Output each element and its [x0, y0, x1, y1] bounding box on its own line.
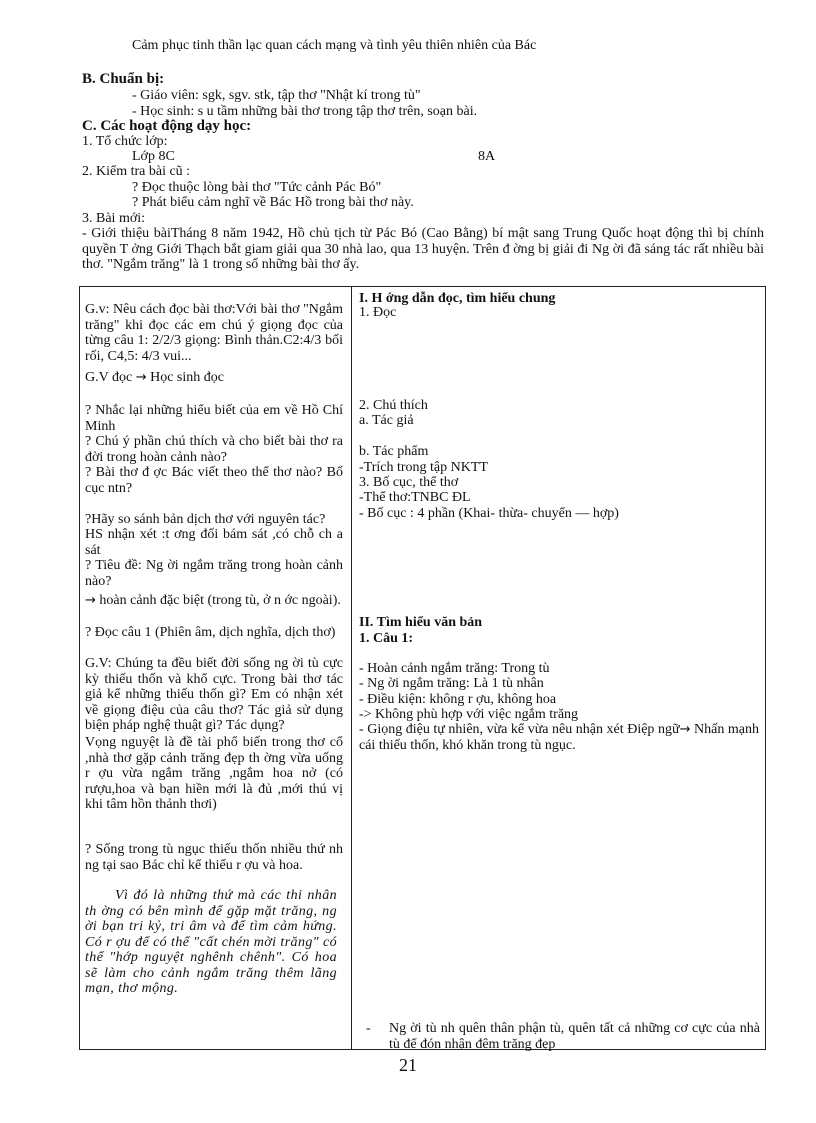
class-8c: Lớp 8C [132, 149, 175, 164]
right-notes: 2. Chú thích [359, 398, 428, 413]
new-lesson-heading: 3. Bài mới: [82, 211, 146, 226]
left-q-author: ? Nhắc lại những hiểu biết của em về Hồ Chí Minh [85, 403, 343, 434]
right-excerpt: -Trích trong tập NKTT [359, 460, 488, 475]
right-tone [359, 722, 759, 753]
teacher-reads-label: G.V đọc [85, 370, 133, 385]
right-heading-1: I. H ớng dẫn đọc, tìm hiểu chung [359, 291, 556, 306]
arrow-icon: → [679, 722, 691, 737]
left-answer: Vì đó là những thứ mà các thi nhân th ờng có bên mình để gặp mặt trăng, ng ời bạn tri kỷ, tri âm và để tìm cảm hứng. Có r ợu để có thể "cất chén mời trăng" có thể "hớp nguyệt nghênh chênh". Có hoa sẽ làm cho cảnh ngắm trăng thêm lãng mạn, thơ mộng. [85, 888, 337, 996]
lesson-intro: - Giới thiệu bàiTháng 8 năm 1942, Hồ chủ tịch từ Pác Bó (Cao Bằng) bí mật sang Trung Quốc hoạt động thì bị chính quyền T ởng Giới Thạch bắt giam giải qua 30 nhà lao, qua 13 huyện. Trên đ ờng bị giải đi Ng ời đã sáng tác rất nhiều bài thơ. "Ngắm trăng" là 1 trong số những bài thơ ấy. [82, 226, 764, 272]
left-q-compare: ?Hãy so sánh bản dịch thơ với nguyên tác? [85, 512, 326, 527]
left-student-remark: HS nhận xét :t ơng đối bám sát ,có chỗ ch a sát [85, 527, 343, 558]
right-read: 1. Đọc [359, 305, 397, 320]
section-b-teacher: - Giáo viên: sgk, sgv. stk, tập thơ "Nhật kí trong tù" [132, 88, 421, 103]
right-last-bullet: Ng ời tù nh quên thân phận tù, quên tất cả những cơ cực của nhà tù để đón nhận đêm trăng đẹp [389, 1021, 760, 1052]
right-context: - Hoàn cảnh ngắm trăng: Trong tù [359, 661, 550, 676]
org-heading: 1. Tổ chức lớp: [82, 134, 168, 149]
check-heading: 2. Kiểm tra bài cũ : [82, 164, 191, 179]
left-q-form: ? Bài thơ đ ợc Bác viết theo thể thơ nào? Bố cục ntn? [85, 465, 343, 496]
arrow-icon: → [85, 593, 96, 608]
check-question-2: ? Phát biểu cảm nghĩ về Bác Hồ trong bài thơ này. [132, 195, 414, 210]
emphasis-text: Nhấn mạnh cái thiếu thốn, khó khăn trong tù ngục. [359, 722, 759, 753]
arrow-icon: → [135, 370, 147, 385]
left-moon-theme: Vọng nguyệt là đề tài phổ biến trong thơ cổ ,nhà thơ gặp cảnh trăng đẹp th ờng vừa uống r ợu vừa ngắm trăng ,ngắm hoa nở (có rượu,hoa và bạn hiền mới là đủ ,mới thú vị khi tâm hồn thảnh thơi) [85, 735, 343, 812]
right-parts: - Bố cục : 4 phần (Khai- thừa- chuyển — hợp) [359, 506, 619, 521]
right-author: a. Tác giả [359, 413, 414, 428]
tone-text: - Giọng điệu tự nhiên, vừa kể vừa nêu nhận xét Điệp ngữ [359, 722, 680, 737]
left-reading-guide: G.v: Nêu cách đọc bài thơ:Với bài thơ "Ngắm trăng" khi đọc các em chú ý giọng đọc của từng câu 1: 2/2/3 giọng: Bình thản.C2:4/3 bối rối, C4,5: 4/3 vui... [85, 302, 343, 364]
class-8a: 8A [478, 149, 496, 164]
left-teacher-question: G.V: Chúng ta đều biết đời sống ng ời tù cực kỳ thiếu thốn và khổ cực. Trong bài thơ tác giả kể những thiếu thốn gì? Em có nhận xét về giọng điệu của câu thơ? Tác giả sử dụng biện pháp nghệ thuật gì? Tác dụng? [85, 656, 343, 733]
right-last-bullet-dash: - [366, 1021, 371, 1036]
section-b-title: B. Chuẩn bị: [82, 71, 165, 87]
left-q-title: ? Tiêu đề: Ng ời ngắm trăng trong hoàn cảnh nào? [85, 558, 343, 589]
right-person: - Ng ời ngắm trăng: Là 1 tù nhân [359, 676, 544, 691]
right-structure: 3. Bố cục, thể thơ [359, 475, 459, 490]
right-form: -Thể thơ:TNBC ĐL [359, 490, 471, 505]
right-heading-2: II. Tìm hiểu văn bản [359, 615, 483, 630]
right-conditions: - Điều kiện: không r ợu, không hoa [359, 692, 557, 707]
right-work: b. Tác phẩm [359, 444, 429, 459]
right-heading-3: 1. Câu 1: [359, 631, 414, 646]
left-special-context [85, 593, 343, 609]
left-teacher-reads [85, 370, 343, 386]
left-q-context: ? Chú ý phần chú thích và cho biết bài thơ ra đời trong hoàn cảnh nào? [85, 434, 343, 465]
left-read-line-1: ? Đọc câu 1 (Phiên âm, dịch nghĩa, dịch thơ) [85, 625, 336, 640]
section-b-student: - Học sinh: s u tầm những bài thơ trong tập thơ trên, soạn bài. [132, 104, 478, 119]
special-context-text: hoàn cảnh đặc biệt (trong tù, ở n ớc ngoài). [99, 593, 341, 608]
student-reads-label: Học sinh đọc [150, 370, 224, 385]
left-q-wine-flowers: ? Sống trong tù ngục thiếu thốn nhiều thứ nh ng tại sao Bác chỉ kể thiếu r ợu và hoa. [85, 842, 343, 873]
table-divider [351, 286, 352, 1050]
section-c-title: C. Các hoạt động dạy học: [82, 118, 252, 134]
check-question-1: ? Đọc thuộc lòng bài thơ "Tức cảnh Pác Bó" [132, 180, 382, 195]
page-number: 21 [399, 1055, 417, 1075]
right-unsuitable: -> Không phù hợp với việc ngắm trăng [359, 707, 579, 722]
objective-line: Cảm phục tinh thần lạc quan cách mạng và tình yêu thiên nhiên của Bác [132, 38, 537, 53]
